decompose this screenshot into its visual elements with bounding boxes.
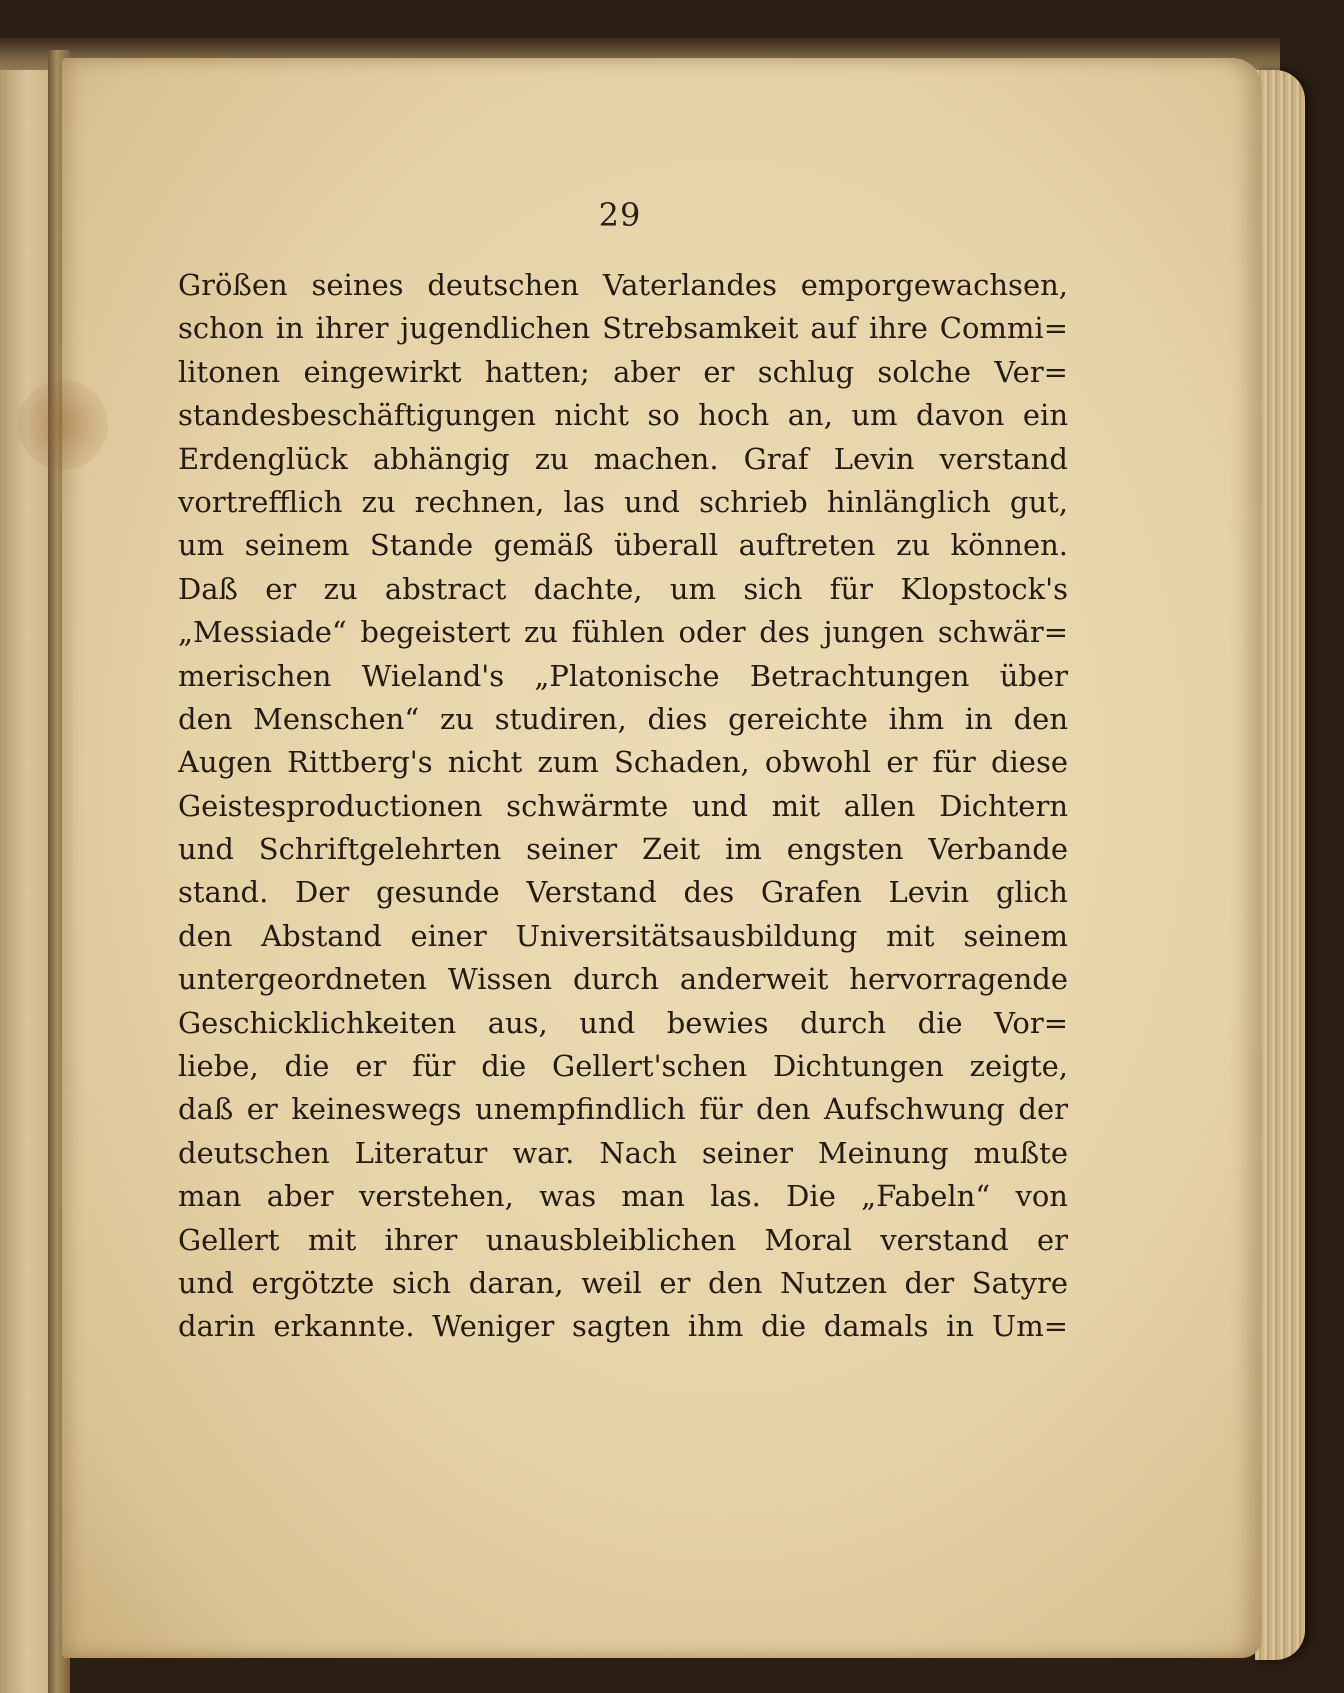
text-line: Erdenglück abhängig zu machen. Graf Levin verstand xyxy=(178,441,1068,476)
paper-stain xyxy=(18,380,108,470)
text-line: vortrefflich zu rechnen, las und schrieb hinlänglich gut, xyxy=(178,484,1068,519)
text-line: untergeordneten Wissen durch anderweit hervorragende xyxy=(178,962,1068,997)
text-line: um seinem Stande gemäß überall auftreten zu können. xyxy=(178,528,1068,563)
text-line: und Schriftgelehrten seiner Zeit im engsten Verbande xyxy=(178,832,1068,867)
page-stack-edge xyxy=(1255,70,1305,1660)
text-line: stand. Der gesunde Verstand des Grafen Levin glich xyxy=(178,875,1068,910)
body-text xyxy=(178,264,1068,1349)
text-line: man aber verstehen, was man las. Die „Fabeln“ von xyxy=(178,1179,1068,1214)
text-line: schon in ihrer jugendlichen Strebsamkeit auf ihre Commi= xyxy=(178,311,1068,346)
text-line: den Abstand einer Universitätsausbildung mit seinem xyxy=(178,918,1068,953)
text-line: Gellert mit ihrer unausbleiblichen Moral verstand er xyxy=(178,1222,1068,1257)
text-line: litonen eingewirkt hatten; aber er schlug solche Ver= xyxy=(178,354,1068,389)
text-line: darin erkannte. Weniger sagten ihm die damals in Um= xyxy=(178,1309,1068,1344)
text-line: Größen seines deutschen Vaterlandes emporgewachsen, xyxy=(178,268,1068,302)
text-line: „Messiade“ begeistert zu fühlen oder des jungen schwär= xyxy=(178,615,1068,650)
text-line: Augen Rittberg's nicht zum Schaden, obwohl er für diese xyxy=(178,745,1068,780)
page-number: 29 xyxy=(598,196,642,234)
text-line: daß er keineswegs unempfindlich für den Aufschwung der xyxy=(178,1092,1068,1127)
text-line: Daß er zu abstract dachte, um sich für Klopstock's xyxy=(178,571,1068,606)
text-line: standesbeschäftigungen nicht so hoch an, um davon ein xyxy=(178,398,1068,433)
text-line: liebe, die er für die Gellert'schen Dichtungen zeigte, xyxy=(178,1049,1068,1084)
text-line: den Menschen“ zu studiren, dies gereichte ihm in den xyxy=(178,701,1068,736)
text-line: deutschen Literatur war. Nach seiner Meinung mußte xyxy=(178,1135,1068,1170)
text-line: Geschicklichkeiten aus, und bewies durch die Vor= xyxy=(178,1005,1068,1040)
text-line: merischen Wieland's „Platonische Betrachtungen über xyxy=(178,658,1068,693)
text-line: und ergötzte sich daran, weil er den Nutzen der Satyre xyxy=(178,1265,1068,1300)
text-line: Geistesproductionen schwärmte und mit allen Dichtern xyxy=(178,788,1068,823)
